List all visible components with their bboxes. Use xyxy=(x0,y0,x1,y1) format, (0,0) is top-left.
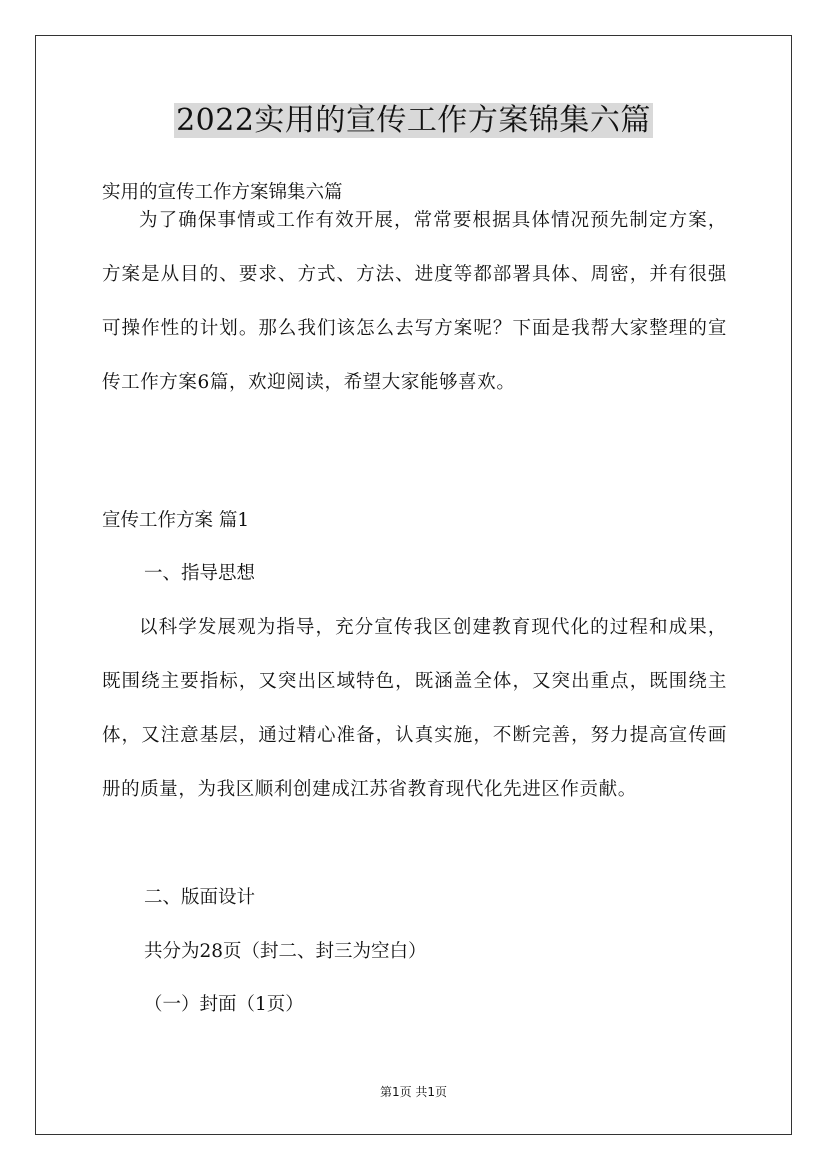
section-heading: 宣传工作方案 篇1 xyxy=(102,510,250,531)
heading-guiding-ideology: 一、指导思想 xyxy=(144,563,256,584)
page-footer: 第1页 共1页 xyxy=(379,1085,448,1099)
line-page-count: 共分为28页（封二、封三为空白） xyxy=(144,941,427,962)
document-subtitle: 实用的宣传工作方案锦集六篇 xyxy=(102,182,343,203)
paragraph-guiding-ideology: 以科学发展观为指导，充分宣传我区创建教育现代化的过程和成果，既围绕主要指标，又突出区域特色，既涵盖全体，又突出重点，既围绕主体，又注意基层，通过精心准备，认真实施，不断完善，努力提高宣传画册的质量，为我区顺利创建成江苏省教育现代化先进区作贡献。 xyxy=(102,617,727,800)
document-title xyxy=(0,100,827,142)
document-title-text: 2022实用的宣传工作方案锦集六篇 xyxy=(176,103,651,138)
heading-layout-design: 二、版面设计 xyxy=(144,887,256,908)
line-cover: （一）封面（1页） xyxy=(144,994,304,1015)
intro-paragraph: 为了确保事情或工作有效开展，常常要根据具体情况预先制定方案，方案是从目的、要求、方式、方法、进度等都部署具体、周密，并有很强可操作性的计划。那么我们该怎么去写方案呢？下面是我帮大家整理的宣传工作方案6篇，欢迎阅读，希望大家能够喜欢。 xyxy=(102,210,727,393)
